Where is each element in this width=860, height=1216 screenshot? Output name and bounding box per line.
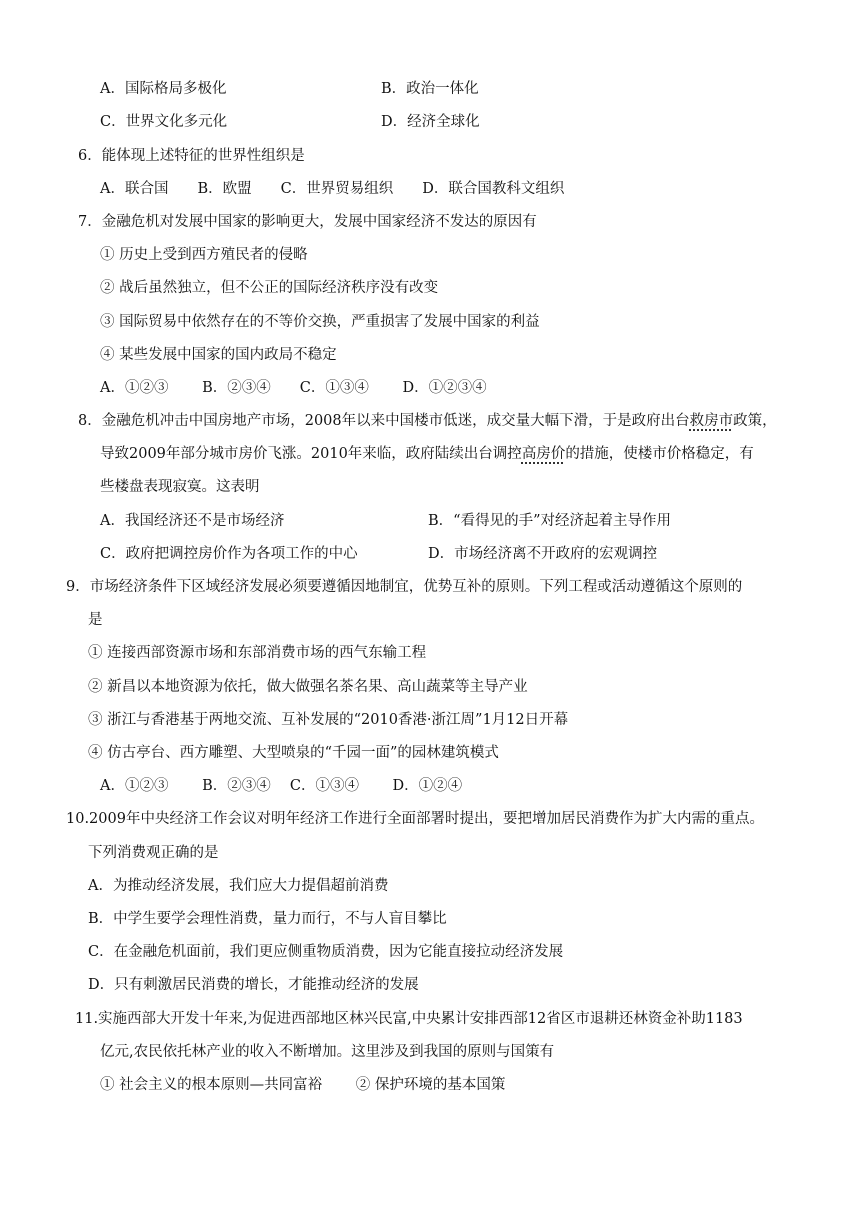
q8-line-2 — [100, 444, 754, 464]
q9-line-1: 9．市场经济条件下区域经济发展必须要遵循因地制宜，优势互补的原则。下列工程或活动遵循这个原则的 — [66, 579, 743, 595]
q9-item-2: ② 新昌以本地资源为依托，做大做强名茶名果、高山蔬菜等主导产业 — [88, 679, 528, 695]
q8-option-a: A．我国经济还不是市场经济 — [100, 513, 285, 529]
q9-item-1: ① 连接西部资源市场和东部消费市场的西气东输工程 — [88, 645, 427, 661]
q11-line-2: 亿元,农民依托林产业的收入不断增加。这里涉及到我国的原则与国策有 — [100, 1044, 555, 1060]
q7-item-4: ④ 某些发展中国家的国内政局不稳定 — [100, 347, 337, 363]
q8-emphasis-2: 高房价 — [521, 446, 566, 462]
q10-line-1: 10.2009年中央经济工作会议对明年经济工作进行全面部署时提出，要把增加居民消费作为扩大内需的重点。 — [66, 811, 764, 827]
q5-option-c: C．世界文化多元化 — [100, 114, 228, 130]
q6-options: A．联合国 B．欧盟 C．世界贸易组织 D．联合国教科文组织 — [100, 181, 565, 197]
q5-option-a: A．国际格局多极化 — [100, 81, 227, 97]
q11-items: ① 社会主义的根本原则—共同富裕 ② 保护环境的基本国策 — [100, 1077, 506, 1093]
q10-option-b: B．中学生要学会理性消费，量力而行，不与人盲目攀比 — [88, 911, 447, 927]
q8-line-1-text-b: 政策， — [733, 413, 777, 429]
q7-options: A．①②③ B．②③④ C．①③④ D．①②③④ — [100, 380, 487, 396]
q7-item-2: ② 战后虽然独立，但不公正的国际经济秩序没有改变 — [100, 280, 439, 296]
q8-line-1-text-a: 8．金融危机冲击中国房地产市场，2008年以来中国楼市低迷，成交量大幅下滑，于是政府出台 — [78, 413, 690, 429]
q10-line-2: 下列消费观正确的是 — [88, 845, 219, 861]
q9-item-3: ③ 浙江与香港基于两地交流、互补发展的“2010香港·浙江周”1月12日开幕 — [88, 712, 569, 728]
q8-line-2-text-a: 导致2009年部分城市房价飞涨。2010年来临，政府陆续出台调控 — [100, 446, 522, 462]
q7-stem: 7．金融危机对发展中国家的影响更大，发展中国家经济不发达的原因有 — [78, 214, 537, 230]
q9-item-4: ④ 仿古亭台、西方雕塑、大型喷泉的“千园一面”的园林建筑模式 — [88, 745, 499, 761]
q11-line-1: 11.实施西部大开发十年来,为促进西部地区林兴民富,中央累计安排西部12省区市退耕还林资金补助1183 — [75, 1011, 743, 1027]
q9-options: A．①②③ B．②③④ C．①③④ D．①②④ — [100, 778, 463, 794]
q7-item-1: ① 历史上受到西方殖民者的侵略 — [100, 247, 308, 263]
q10-option-d: D．只有刺激居民消费的增长，才能推动经济的发展 — [88, 977, 419, 993]
q8-line-3: 些楼盘表现寂寞。这表明 — [100, 479, 260, 495]
q9-line-2: 是 — [88, 612, 103, 628]
q6-stem: 6．能体现上述特征的世界性组织是 — [78, 148, 305, 164]
q8-line-2-text-b: 的措施，使楼市价格稳定，有 — [565, 446, 754, 462]
q5-option-b: B．政治一体化 — [381, 81, 479, 97]
q8-emphasis-1: 救房市 — [689, 413, 734, 429]
q8-option-d: D．市场经济离不开政府的宏观调控 — [428, 546, 658, 562]
q10-option-a: A．为推动经济发展，我们应大力提倡超前消费 — [88, 878, 389, 894]
q5-option-d: D．经济全球化 — [381, 114, 480, 130]
q7-item-3: ③ 国际贸易中依然存在的不等价交换，严重损害了发展中国家的利益 — [100, 314, 540, 330]
q8-option-c: C．政府把调控房价作为各项工作的中心 — [100, 546, 358, 562]
q10-option-c: C．在金融危机面前，我们更应侧重物质消费，因为它能直接拉动经济发展 — [88, 944, 564, 960]
q8-option-b: B．“看得见的手”对经济起着主导作用 — [428, 513, 671, 529]
q8-line-1 — [78, 411, 777, 431]
